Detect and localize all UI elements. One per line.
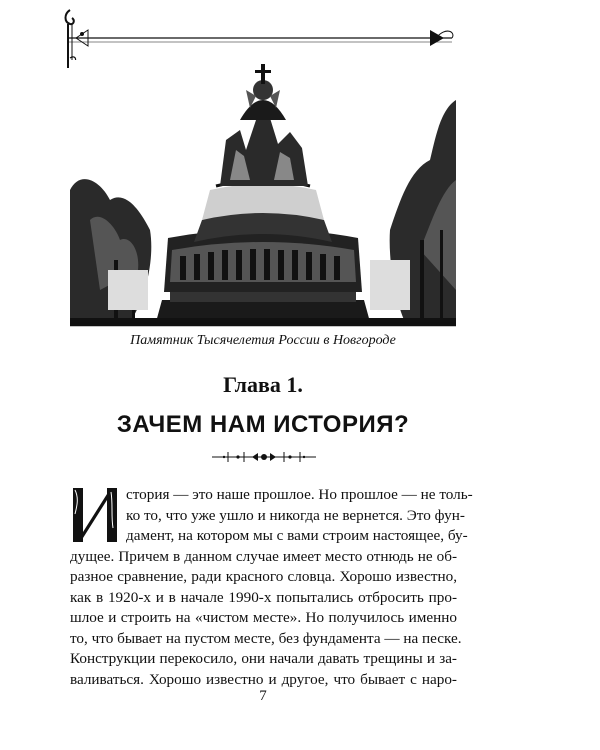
monument-photo bbox=[70, 60, 456, 326]
page-number: 7 bbox=[259, 688, 267, 704]
text-line: как в 1920-х и в начале 1990-х попытались отбросить про- bbox=[70, 588, 457, 606]
ornamental-divider-icon bbox=[208, 448, 320, 466]
text-line: ко то, что уже ушло и никогда не вернется. Это фун- bbox=[126, 506, 465, 524]
text-line: Конструкции перекосило, они начали давать трещины и за- bbox=[70, 650, 457, 667]
figure-caption: Памятник Тысячелетия России в Новгороде bbox=[130, 333, 396, 348]
chapter-title: ЗАЧЕМ НАМ ИСТОРИЯ? bbox=[116, 411, 410, 438]
text-line: шлое и строить на «чистом месте». Но получилось именно bbox=[70, 609, 457, 626]
body-paragraph bbox=[70, 485, 473, 690]
chapter-number: Глава 1. bbox=[223, 372, 303, 397]
text-line: валиваться. Хорошо известно и другое, что бывает с наро- bbox=[70, 670, 457, 688]
scroll-ornament-icon bbox=[60, 8, 460, 68]
monument-image bbox=[70, 60, 456, 326]
text-line: дущее. Причем в данном случае имеет место отнюдь не об- bbox=[70, 547, 457, 565]
photo-frame-line bbox=[70, 322, 456, 328]
text-line: то, что бывает на пустом месте, без фундамента — на песке. bbox=[70, 629, 462, 647]
text-line: стория — это наше прошлое. Но прошлое — не толь- bbox=[126, 486, 473, 503]
text-line: разное сравнение, ради красного словца. Хорошо известно, bbox=[70, 568, 457, 585]
header-ornament bbox=[60, 8, 460, 68]
text-line: дамент, на котором мы с вами строим настоящее, бу- bbox=[126, 527, 468, 544]
